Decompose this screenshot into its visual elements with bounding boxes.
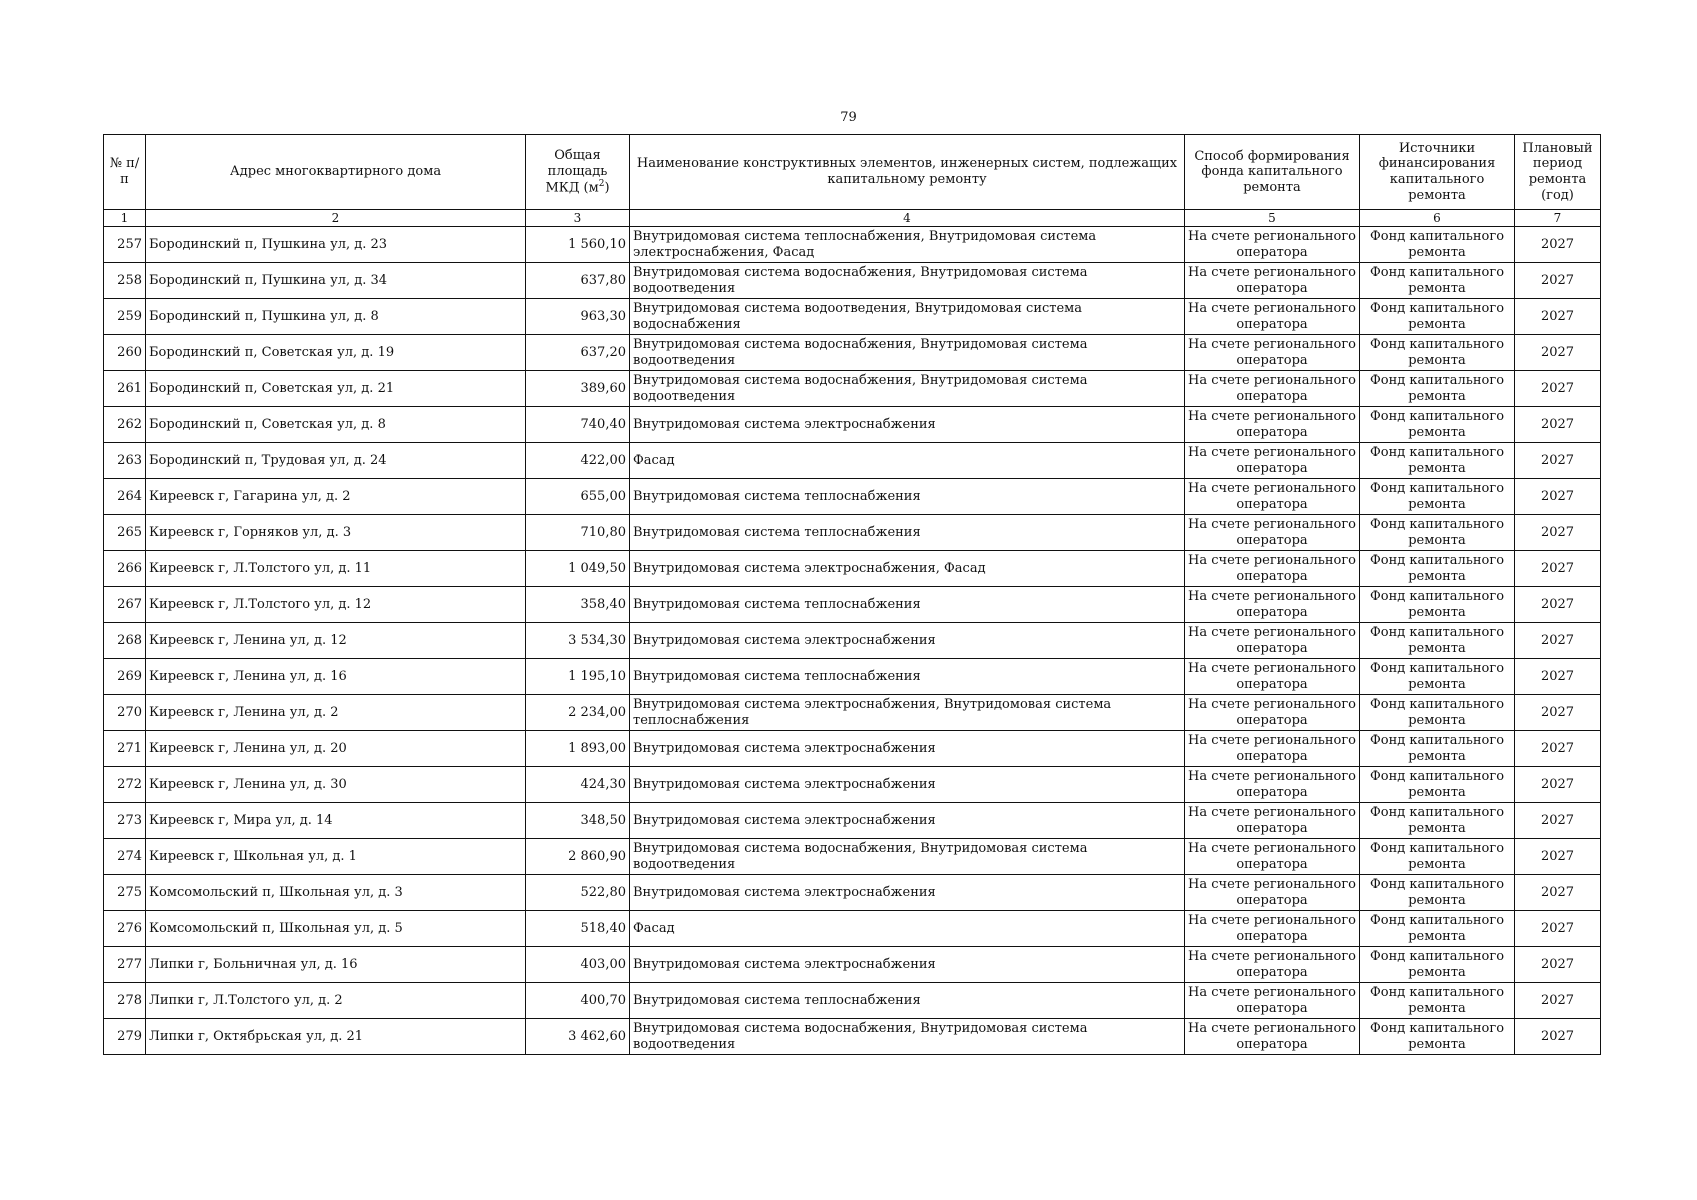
planned-year: 2027 (1515, 335, 1601, 371)
table-row (104, 947, 1601, 983)
page-number: 79 (840, 110, 857, 125)
planned-year: 2027 (1515, 515, 1601, 551)
table-row (104, 443, 1601, 479)
house-address: Киреевск г, Л.Толстого ул, д. 11 (146, 551, 526, 587)
column-number: 3 (526, 210, 630, 227)
total-area: 1 560,10 (526, 227, 630, 263)
fund-method: На счете регионального оператора (1185, 803, 1360, 839)
fund-method: На счете регионального оператора (1185, 695, 1360, 731)
repair-elements: Внутридомовая система водоснабжения, Внутридомовая система водоотведения (630, 335, 1185, 371)
repair-elements: Фасад (630, 911, 1185, 947)
row-number: 269 (104, 659, 146, 695)
planned-year: 2027 (1515, 407, 1601, 443)
header-method: Способ формирования фонда капитального ремонта (1185, 135, 1360, 210)
fund-method: На счете регионального оператора (1185, 767, 1360, 803)
row-number: 266 (104, 551, 146, 587)
table-row (104, 875, 1601, 911)
house-address: Киреевск г, Горняков ул, д. 3 (146, 515, 526, 551)
fund-method: На счете регионального оператора (1185, 227, 1360, 263)
repair-elements: Внутридомовая система теплоснабжения (630, 479, 1185, 515)
house-address: Липки г, Больничная ул, д. 16 (146, 947, 526, 983)
table-row (104, 227, 1601, 263)
table-row (104, 515, 1601, 551)
house-address: Липки г, Л.Толстого ул, д. 2 (146, 983, 526, 1019)
repair-elements: Внутридомовая система электроснабжения (630, 731, 1185, 767)
house-address: Бородинский п, Трудовая ул, д. 24 (146, 443, 526, 479)
planned-year: 2027 (1515, 839, 1601, 875)
house-address: Киреевск г, Ленина ул, д. 12 (146, 623, 526, 659)
fund-method: На счете регионального оператора (1185, 299, 1360, 335)
fund-method: На счете регионального оператора (1185, 587, 1360, 623)
house-address: Бородинский п, Пушкина ул, д. 23 (146, 227, 526, 263)
row-number: 279 (104, 1019, 146, 1055)
funding-source: Фонд капитального ремонта (1360, 299, 1515, 335)
total-area: 740,40 (526, 407, 630, 443)
planned-year: 2027 (1515, 299, 1601, 335)
funding-source: Фонд капитального ремонта (1360, 479, 1515, 515)
fund-method: На счете регионального оператора (1185, 659, 1360, 695)
planned-year: 2027 (1515, 767, 1601, 803)
total-area: 1 049,50 (526, 551, 630, 587)
total-area: 710,80 (526, 515, 630, 551)
header-period: Плановый период ремонта (год) (1515, 135, 1601, 210)
row-number: 264 (104, 479, 146, 515)
row-number: 270 (104, 695, 146, 731)
row-number: 265 (104, 515, 146, 551)
house-address: Киреевск г, Л.Толстого ул, д. 12 (146, 587, 526, 623)
table-row (104, 407, 1601, 443)
total-area: 1 195,10 (526, 659, 630, 695)
total-area: 2 234,00 (526, 695, 630, 731)
capital-repair-table (103, 134, 1601, 1055)
repair-elements: Внутридомовая система водоснабжения, Внутридомовая система водоотведения (630, 263, 1185, 299)
table-row (104, 983, 1601, 1019)
house-address: Бородинский п, Советская ул, д. 21 (146, 371, 526, 407)
house-address: Киреевск г, Ленина ул, д. 30 (146, 767, 526, 803)
table-row (104, 767, 1601, 803)
planned-year: 2027 (1515, 443, 1601, 479)
row-number: 267 (104, 587, 146, 623)
planned-year: 2027 (1515, 731, 1601, 767)
row-number: 257 (104, 227, 146, 263)
header-num: № п/п (104, 135, 146, 210)
repair-elements: Внутридомовая система электроснабжения (630, 875, 1185, 911)
row-number: 259 (104, 299, 146, 335)
table-row (104, 731, 1601, 767)
funding-source: Фонд капитального ремонта (1360, 335, 1515, 371)
column-number: 5 (1185, 210, 1360, 227)
total-area: 637,20 (526, 335, 630, 371)
funding-source: Фонд капитального ремонта (1360, 911, 1515, 947)
total-area: 963,30 (526, 299, 630, 335)
repair-elements: Внутридомовая система водоотведения, Внутридомовая система водоснабжения (630, 299, 1185, 335)
total-area: 400,70 (526, 983, 630, 1019)
header-row (104, 135, 1601, 210)
fund-method: На счете регионального оператора (1185, 407, 1360, 443)
funding-source: Фонд капитального ремонта (1360, 551, 1515, 587)
house-address: Киреевск г, Ленина ул, д. 16 (146, 659, 526, 695)
table-row (104, 335, 1601, 371)
house-address: Бородинский п, Пушкина ул, д. 34 (146, 263, 526, 299)
total-area: 422,00 (526, 443, 630, 479)
planned-year: 2027 (1515, 551, 1601, 587)
total-area: 358,40 (526, 587, 630, 623)
table-row (104, 263, 1601, 299)
table-row (104, 371, 1601, 407)
header-address: Адрес многоквартирного дома (146, 135, 526, 210)
repair-elements: Внутридомовая система электроснабжения (630, 623, 1185, 659)
row-number: 261 (104, 371, 146, 407)
planned-year: 2027 (1515, 587, 1601, 623)
table-row (104, 479, 1601, 515)
row-number: 275 (104, 875, 146, 911)
total-area: 403,00 (526, 947, 630, 983)
fund-method: На счете регионального оператора (1185, 1019, 1360, 1055)
table-row (104, 839, 1601, 875)
repair-elements: Внутридомовая система водоснабжения, Внутридомовая система водоотведения (630, 371, 1185, 407)
column-number: 4 (630, 210, 1185, 227)
funding-source: Фонд капитального ремонта (1360, 371, 1515, 407)
repair-elements: Внутридомовая система электроснабжения, Фасад (630, 551, 1185, 587)
repair-elements: Внутридомовая система электроснабжения (630, 407, 1185, 443)
planned-year: 2027 (1515, 1019, 1601, 1055)
fund-method: На счете регионального оператора (1185, 839, 1360, 875)
fund-method: На счете регионального оператора (1185, 551, 1360, 587)
header-area-sup: 2 (598, 179, 605, 190)
table-row (104, 587, 1601, 623)
table-row (104, 1019, 1601, 1055)
funding-source: Фонд капитального ремонта (1360, 1019, 1515, 1055)
repair-elements: Внутридомовая система водоснабжения, Внутридомовая система водоотведения (630, 839, 1185, 875)
planned-year: 2027 (1515, 695, 1601, 731)
planned-year: 2027 (1515, 227, 1601, 263)
row-number: 258 (104, 263, 146, 299)
house-address: Липки г, Октябрьская ул, д. 21 (146, 1019, 526, 1055)
fund-method: На счете регионального оператора (1185, 947, 1360, 983)
house-address: Бородинский п, Пушкина ул, д. 8 (146, 299, 526, 335)
column-number: 7 (1515, 210, 1601, 227)
fund-method: На счете регионального оператора (1185, 515, 1360, 551)
repair-elements: Внутридомовая система электроснабжения (630, 803, 1185, 839)
row-number: 274 (104, 839, 146, 875)
planned-year: 2027 (1515, 875, 1601, 911)
row-number: 260 (104, 335, 146, 371)
funding-source: Фонд капитального ремонта (1360, 515, 1515, 551)
funding-source: Фонд капитального ремонта (1360, 659, 1515, 695)
funding-source: Фонд капитального ремонта (1360, 443, 1515, 479)
funding-source: Фонд капитального ремонта (1360, 263, 1515, 299)
funding-source: Фонд капитального ремонта (1360, 767, 1515, 803)
house-address: Бородинский п, Советская ул, д. 8 (146, 407, 526, 443)
table-row (104, 695, 1601, 731)
fund-method: На счете регионального оператора (1185, 731, 1360, 767)
planned-year: 2027 (1515, 623, 1601, 659)
planned-year: 2027 (1515, 803, 1601, 839)
planned-year: 2027 (1515, 911, 1601, 947)
planned-year: 2027 (1515, 983, 1601, 1019)
planned-year: 2027 (1515, 659, 1601, 695)
table-row (104, 911, 1601, 947)
repair-elements: Внутридомовая система теплоснабжения (630, 515, 1185, 551)
repair-elements: Внутридомовая система электроснабжения (630, 767, 1185, 803)
house-address: Киреевск г, Мира ул, д. 14 (146, 803, 526, 839)
house-address: Бородинский п, Советская ул, д. 19 (146, 335, 526, 371)
funding-source: Фонд капитального ремонта (1360, 407, 1515, 443)
repair-elements: Внутридомовая система теплоснабжения (630, 659, 1185, 695)
funding-source: Фонд капитального ремонта (1360, 983, 1515, 1019)
table-row (104, 803, 1601, 839)
row-number: 273 (104, 803, 146, 839)
repair-elements: Внутридомовая система электроснабжения (630, 947, 1185, 983)
funding-source: Фонд капитального ремонта (1360, 587, 1515, 623)
total-area: 518,40 (526, 911, 630, 947)
planned-year: 2027 (1515, 479, 1601, 515)
fund-method: На счете регионального оператора (1185, 911, 1360, 947)
planned-year: 2027 (1515, 263, 1601, 299)
table-body (104, 227, 1601, 1055)
fund-method: На счете регионального оператора (1185, 983, 1360, 1019)
repair-elements: Внутридомовая система теплоснабжения (630, 587, 1185, 623)
house-address: Киреевск г, Ленина ул, д. 2 (146, 695, 526, 731)
fund-method: На счете регионального оператора (1185, 371, 1360, 407)
funding-source: Фонд капитального ремонта (1360, 839, 1515, 875)
repair-elements: Внутридомовая система водоснабжения, Внутридомовая система водоотведения (630, 1019, 1185, 1055)
funding-source: Фонд капитального ремонта (1360, 227, 1515, 263)
column-number: 2 (146, 210, 526, 227)
funding-source: Фонд капитального ремонта (1360, 875, 1515, 911)
repair-elements: Фасад (630, 443, 1185, 479)
house-address: Комсомольский п, Школьная ул, д. 3 (146, 875, 526, 911)
funding-source: Фонд капитального ремонта (1360, 947, 1515, 983)
total-area: 389,60 (526, 371, 630, 407)
row-number: 272 (104, 767, 146, 803)
header-source: Источники финансирования капитального ремонта (1360, 135, 1515, 210)
table-row (104, 659, 1601, 695)
fund-method: На счете регионального оператора (1185, 875, 1360, 911)
total-area: 522,80 (526, 875, 630, 911)
fund-method: На счете регионального оператора (1185, 443, 1360, 479)
row-number: 277 (104, 947, 146, 983)
planned-year: 2027 (1515, 947, 1601, 983)
funding-source: Фонд капитального ремонта (1360, 803, 1515, 839)
total-area: 1 893,00 (526, 731, 630, 767)
funding-source: Фонд капитального ремонта (1360, 623, 1515, 659)
table-row (104, 551, 1601, 587)
repair-elements: Внутридомовая система теплоснабжения (630, 983, 1185, 1019)
funding-source: Фонд капитального ремонта (1360, 695, 1515, 731)
total-area: 655,00 (526, 479, 630, 515)
column-number: 6 (1360, 210, 1515, 227)
column-number: 1 (104, 210, 146, 227)
header-area-close: ) (604, 180, 610, 196)
table-row (104, 299, 1601, 335)
table-row (104, 623, 1601, 659)
total-area: 3 534,30 (526, 623, 630, 659)
total-area: 348,50 (526, 803, 630, 839)
row-number: 276 (104, 911, 146, 947)
row-number: 268 (104, 623, 146, 659)
header-elements: Наименование конструктивных элементов, инженерных систем, подлежащих капитальному ремонту (630, 135, 1185, 210)
fund-method: На счете регионального оператора (1185, 263, 1360, 299)
house-address: Киреевск г, Гагарина ул, д. 2 (146, 479, 526, 515)
fund-method: На счете регионального оператора (1185, 479, 1360, 515)
row-number: 262 (104, 407, 146, 443)
repair-elements: Внутридомовая система электроснабжения, Внутридомовая система теплоснабжения (630, 695, 1185, 731)
row-number: 278 (104, 983, 146, 1019)
column-numbers-row (104, 210, 1601, 227)
total-area: 637,80 (526, 263, 630, 299)
header-area-text: Общая площадь МКД (м (545, 147, 608, 196)
fund-method: На счете регионального оператора (1185, 623, 1360, 659)
fund-method: На счете регионального оператора (1185, 335, 1360, 371)
total-area: 2 860,90 (526, 839, 630, 875)
total-area: 424,30 (526, 767, 630, 803)
total-area: 3 462,60 (526, 1019, 630, 1055)
row-number: 271 (104, 731, 146, 767)
planned-year: 2027 (1515, 371, 1601, 407)
house-address: Киреевск г, Ленина ул, д. 20 (146, 731, 526, 767)
repair-elements: Внутридомовая система теплоснабжения, Внутридомовая система электроснабжения, Фасад (630, 227, 1185, 263)
house-address: Киреевск г, Школьная ул, д. 1 (146, 839, 526, 875)
row-number: 263 (104, 443, 146, 479)
house-address: Комсомольский п, Школьная ул, д. 5 (146, 911, 526, 947)
header-area (526, 135, 630, 210)
funding-source: Фонд капитального ремонта (1360, 731, 1515, 767)
